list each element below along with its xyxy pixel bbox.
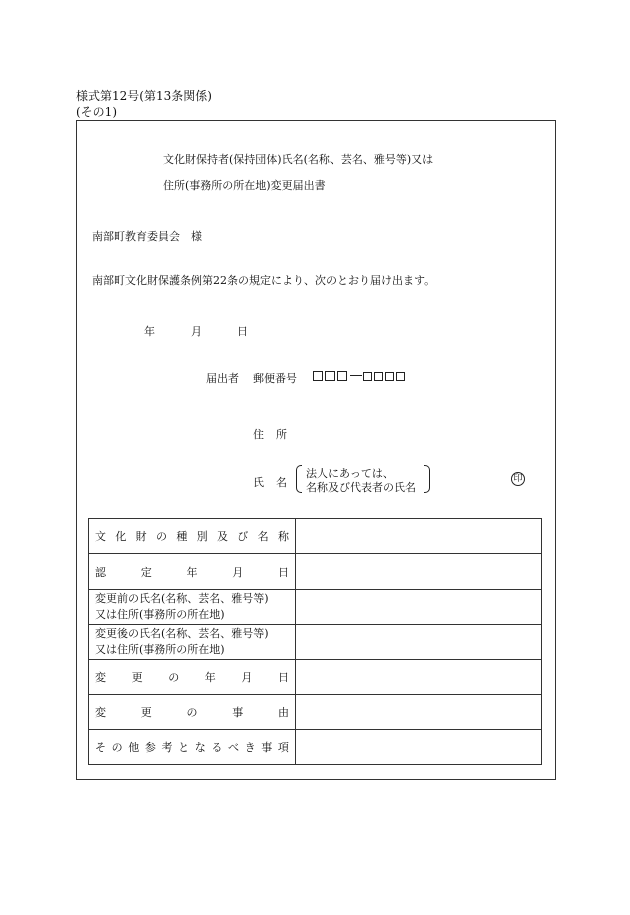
corporate-note-bracket: [296, 465, 430, 493]
form-number: 様式第12号(第13条関係): [76, 89, 212, 103]
form-part: (その1): [76, 105, 117, 119]
row-label-line2: 又は住所(事務所の所在地): [95, 608, 225, 621]
row-label-spread: [95, 704, 289, 720]
label-char: 称: [277, 530, 289, 543]
row-label: [89, 660, 296, 695]
postal-box[interactable]: [325, 371, 335, 381]
row-label-spread: [95, 528, 289, 544]
label-char: 認: [95, 565, 106, 579]
label-char: 更: [131, 671, 143, 684]
label-char: の: [186, 706, 198, 719]
date-month-label: 月: [191, 325, 202, 338]
row-value-field[interactable]: [296, 625, 542, 660]
label-char: 事: [261, 741, 273, 754]
label-char: 種: [176, 530, 188, 543]
postal-code-boxes[interactable]: [313, 370, 407, 383]
row-value-field[interactable]: [296, 554, 542, 590]
label-char: 化: [115, 530, 127, 543]
seal-mark: 印: [511, 472, 525, 486]
row-value-field[interactable]: [296, 519, 542, 554]
table-row: [89, 660, 542, 695]
label-char: 日: [278, 565, 289, 579]
label-char: 別: [196, 530, 208, 543]
name-label-2: 名: [276, 476, 287, 489]
label-char: 変: [95, 706, 106, 719]
label-char: 及: [216, 530, 228, 543]
corporate-note-line2: 名称及び代表者の氏名: [306, 481, 416, 494]
label-char: 文: [95, 530, 106, 543]
postal-box[interactable]: [337, 371, 347, 381]
form-title-line1: 文化財保持者(保持団体)氏名(名称、芸名、雅号等)又は: [163, 153, 434, 166]
row-label: [89, 625, 296, 660]
label-char: 事: [232, 706, 244, 719]
address-label-1: 住: [253, 428, 264, 441]
label-char: 月: [232, 565, 244, 579]
label-char: 他: [128, 741, 140, 754]
postal-box[interactable]: [363, 372, 372, 381]
date-day-label: 日: [237, 325, 248, 338]
label-char: そ: [95, 741, 106, 754]
row-label-spread: [95, 564, 289, 580]
label-char: な: [194, 741, 206, 754]
label-char: 年: [186, 565, 198, 579]
postal-code-label: 郵便番号: [253, 372, 297, 385]
row-value-field[interactable]: [296, 590, 542, 625]
row-label: [89, 695, 296, 730]
table-row: [89, 554, 542, 590]
label-char: き: [244, 741, 256, 754]
table-row: [89, 695, 542, 730]
right-bracket: [424, 465, 430, 493]
label-char: の: [111, 741, 123, 754]
postal-box[interactable]: [313, 371, 323, 381]
label-char: る: [211, 741, 223, 754]
row-label: [89, 519, 296, 554]
label-char: 更: [140, 706, 152, 719]
label-char: 定: [140, 565, 152, 579]
label-char: 項: [277, 741, 289, 754]
row-label: [89, 590, 296, 625]
label-char: 年: [204, 671, 216, 684]
postal-dash: [350, 375, 362, 376]
row-label-spread: [95, 739, 289, 755]
row-label-line1: 変更後の氏名(名称、芸名、雅号等): [95, 627, 269, 640]
table-row: [89, 590, 542, 625]
form-title-line2: 住所(事務所の所在地)変更届出書: [163, 179, 326, 192]
postal-box[interactable]: [385, 372, 394, 381]
table-row: [89, 519, 542, 554]
label-char: 日: [277, 671, 289, 684]
label-char: と: [178, 741, 190, 754]
row-label-spread: [95, 669, 289, 685]
row-value-field[interactable]: [296, 730, 542, 765]
label-char: 考: [161, 741, 173, 754]
label-char: 由: [278, 706, 289, 719]
name-label-1: 氏: [253, 476, 264, 489]
left-bracket: [296, 465, 302, 493]
addressee: 南部町教育委員会 様: [92, 230, 202, 243]
address-label-2: 所: [276, 428, 287, 441]
row-label-line2: 又は住所(事務所の所在地): [95, 643, 225, 656]
row-label: [89, 730, 296, 765]
statement: 南部町文化財保護条例第22条の規定により、次のとおり届け出ます。: [92, 274, 436, 287]
label-char: び: [237, 530, 249, 543]
label-char: 名: [257, 530, 269, 543]
row-value-field[interactable]: [296, 695, 542, 730]
table-row: [89, 730, 542, 765]
label-char: 財: [135, 530, 147, 543]
label-char: の: [168, 671, 180, 684]
label-char: 参: [144, 741, 156, 754]
label-char: 月: [241, 671, 253, 684]
row-label-line1: 変更前の氏名(名称、芸名、雅号等): [95, 592, 269, 605]
row-value-field[interactable]: [296, 660, 542, 695]
label-char: の: [155, 530, 167, 543]
label-char: 変: [95, 671, 106, 684]
applicant-label: 届出者: [206, 372, 239, 385]
items-table: [88, 518, 542, 765]
date-year-label: 年: [144, 325, 155, 338]
postal-box[interactable]: [396, 372, 405, 381]
postal-box[interactable]: [374, 372, 383, 381]
table-row: [89, 625, 542, 660]
label-char: べ: [228, 741, 239, 754]
corporate-note-line1: 法人にあっては、: [306, 467, 394, 480]
row-label: [89, 554, 296, 590]
